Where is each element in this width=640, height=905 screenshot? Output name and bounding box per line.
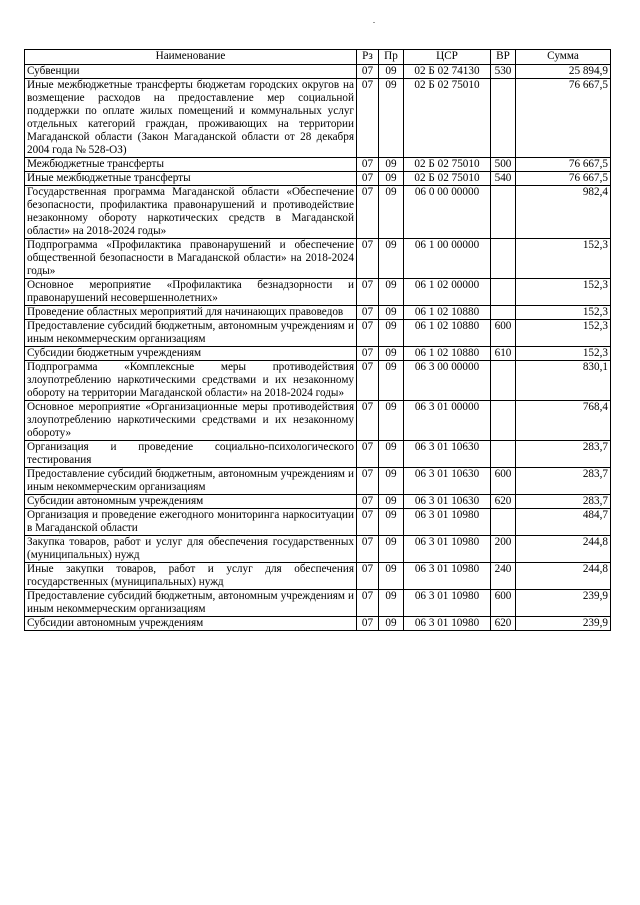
cell-sum: 982,4 — [516, 186, 611, 239]
cell-pr: 09 — [379, 186, 404, 239]
cell-name: Межбюджетные трансферты — [25, 158, 357, 172]
cell-pr: 09 — [379, 320, 404, 347]
cell-vr — [491, 306, 516, 320]
cell-vr: 600 — [491, 590, 516, 617]
cell-rz: 07 — [357, 590, 379, 617]
table-row — [25, 65, 611, 79]
cell-name: Подпрограмма «Комплексные меры противодействия злоупотреблению наркотическими средствами и их незаконному обороту на территории Магаданской области» на 2018-2024 годы» — [25, 361, 357, 401]
cell-sum: 244,8 — [516, 536, 611, 563]
header-row — [25, 50, 611, 65]
header-rz: Рз — [357, 50, 379, 65]
cell-vr: 600 — [491, 468, 516, 495]
cell-rz: 07 — [357, 495, 379, 509]
cell-name: Основное мероприятие «Профилактика безнадзорности и правонарушений несовершеннолетних» — [25, 279, 357, 306]
table-row — [25, 509, 611, 536]
cell-csr: 02 Б 02 74130 — [404, 65, 491, 79]
cell-rz: 07 — [357, 401, 379, 441]
cell-pr: 09 — [379, 79, 404, 158]
cell-name: Субсидии автономным учреждениям — [25, 617, 357, 631]
cell-pr: 09 — [379, 536, 404, 563]
cell-csr: 02 Б 02 75010 — [404, 79, 491, 158]
cell-name: Закупка товаров, работ и услуг для обеспечения государственных (муниципальных) нужд — [25, 536, 357, 563]
table-row — [25, 590, 611, 617]
cell-rz: 07 — [357, 158, 379, 172]
table-row — [25, 361, 611, 401]
cell-csr: 06 1 02 00000 — [404, 279, 491, 306]
cell-csr: 06 3 01 10630 — [404, 468, 491, 495]
table-row — [25, 79, 611, 158]
cell-pr: 09 — [379, 563, 404, 590]
cell-rz: 07 — [357, 279, 379, 306]
table-row — [25, 320, 611, 347]
cell-rz: 07 — [357, 509, 379, 536]
table-row — [25, 563, 611, 590]
cell-name: Организация и проведение ежегодного мониторинга наркоситуации в Магаданской области — [25, 509, 357, 536]
header-csr: ЦСР — [404, 50, 491, 65]
header-sum: Сумма — [516, 50, 611, 65]
cell-name: Государственная программа Магаданской области «Обеспечение безопасности, профилактика правонарушений и противодействие незаконному обороту наркотических средств в Магаданской области» на 2018-2024 годы» — [25, 186, 357, 239]
table-row — [25, 306, 611, 320]
cell-sum: 76 667,5 — [516, 158, 611, 172]
cell-rz: 07 — [357, 361, 379, 401]
table-row — [25, 495, 611, 509]
cell-rz: 07 — [357, 347, 379, 361]
cell-vr — [491, 509, 516, 536]
scan-speck — [373, 22, 375, 23]
cell-name: Подпрограмма «Профилактика правонарушений и обеспечение общественной безопасности в Магаданской области» на 2018-2024 годы» — [25, 239, 357, 279]
header-name: Наименование — [25, 50, 357, 65]
cell-sum: 283,7 — [516, 468, 611, 495]
cell-vr — [491, 186, 516, 239]
table-row — [25, 186, 611, 239]
cell-csr: 02 Б 02 75010 — [404, 158, 491, 172]
cell-sum: 152,3 — [516, 279, 611, 306]
cell-sum: 830,1 — [516, 361, 611, 401]
cell-pr: 09 — [379, 361, 404, 401]
cell-pr: 09 — [379, 495, 404, 509]
cell-name: Иные межбюджетные трансферты бюджетам городских округов на возмещение расходов на предоставление мер социальной поддержки по оплате жилых помещений и коммунальных услуг отдельных категорий граждан, проживающих на территории Магаданской области (Закон Магаданской области от 28 декабря 2004 года № 528-ОЗ) — [25, 79, 357, 158]
cell-rz: 07 — [357, 320, 379, 347]
table-row — [25, 441, 611, 468]
cell-csr: 06 3 00 00000 — [404, 361, 491, 401]
cell-sum: 152,3 — [516, 306, 611, 320]
cell-csr: 06 1 02 10880 — [404, 320, 491, 347]
cell-vr — [491, 361, 516, 401]
cell-sum: 152,3 — [516, 239, 611, 279]
cell-sum: 484,7 — [516, 509, 611, 536]
cell-csr: 06 1 00 00000 — [404, 239, 491, 279]
cell-name: Проведение областных мероприятий для начинающих правоведов — [25, 306, 357, 320]
cell-rz: 07 — [357, 563, 379, 590]
cell-pr: 09 — [379, 239, 404, 279]
cell-rz: 07 — [357, 306, 379, 320]
cell-csr: 06 3 01 10630 — [404, 495, 491, 509]
cell-name: Иные закупки товаров, работ и услуг для обеспечения государственных (муниципальных) нужд — [25, 563, 357, 590]
cell-name: Субвенции — [25, 65, 357, 79]
budget-table — [24, 49, 611, 631]
cell-csr: 06 3 01 10980 — [404, 563, 491, 590]
cell-vr: 200 — [491, 536, 516, 563]
cell-vr: 600 — [491, 320, 516, 347]
cell-sum: 239,9 — [516, 590, 611, 617]
cell-rz: 07 — [357, 468, 379, 495]
cell-name: Предоставление субсидий бюджетным, автономным учреждениям и иным некоммерческим организациям — [25, 468, 357, 495]
cell-rz: 07 — [357, 186, 379, 239]
cell-sum: 244,8 — [516, 563, 611, 590]
cell-csr: 06 3 01 00000 — [404, 401, 491, 441]
cell-vr — [491, 441, 516, 468]
cell-csr: 06 3 01 10980 — [404, 617, 491, 631]
cell-csr: 06 3 01 10980 — [404, 590, 491, 617]
table-row — [25, 617, 611, 631]
cell-sum: 768,4 — [516, 401, 611, 441]
cell-vr: 530 — [491, 65, 516, 79]
cell-rz: 07 — [357, 172, 379, 186]
header-pr: Пр — [379, 50, 404, 65]
table-row — [25, 347, 611, 361]
cell-csr: 02 Б 02 75010 — [404, 172, 491, 186]
cell-rz: 07 — [357, 441, 379, 468]
cell-vr — [491, 79, 516, 158]
cell-csr: 06 3 01 10980 — [404, 509, 491, 536]
cell-sum: 25 894,9 — [516, 65, 611, 79]
cell-rz: 07 — [357, 239, 379, 279]
cell-rz: 07 — [357, 617, 379, 631]
cell-sum: 152,3 — [516, 320, 611, 347]
table-row — [25, 239, 611, 279]
table-row — [25, 172, 611, 186]
cell-sum: 152,3 — [516, 347, 611, 361]
cell-pr: 09 — [379, 172, 404, 186]
cell-pr: 09 — [379, 306, 404, 320]
cell-name: Предоставление субсидий бюджетным, автономным учреждениям и иным некоммерческим организациям — [25, 320, 357, 347]
table-row — [25, 401, 611, 441]
table-row — [25, 158, 611, 172]
cell-pr: 09 — [379, 441, 404, 468]
cell-vr — [491, 279, 516, 306]
header-vr: ВР — [491, 50, 516, 65]
cell-sum: 239,9 — [516, 617, 611, 631]
cell-csr: 06 0 00 00000 — [404, 186, 491, 239]
cell-name: Организация и проведение социально-психологического тестирования — [25, 441, 357, 468]
cell-sum: 76 667,5 — [516, 172, 611, 186]
cell-csr: 06 1 02 10880 — [404, 347, 491, 361]
table-row — [25, 468, 611, 495]
cell-vr: 620 — [491, 495, 516, 509]
cell-sum: 76 667,5 — [516, 79, 611, 158]
cell-name: Иные межбюджетные трансферты — [25, 172, 357, 186]
cell-vr: 610 — [491, 347, 516, 361]
cell-pr: 09 — [379, 65, 404, 79]
cell-csr: 06 3 01 10980 — [404, 536, 491, 563]
cell-pr: 09 — [379, 617, 404, 631]
cell-pr: 09 — [379, 590, 404, 617]
table-row — [25, 279, 611, 306]
table-row — [25, 536, 611, 563]
cell-name: Субсидии автономным учреждениям — [25, 495, 357, 509]
cell-pr: 09 — [379, 347, 404, 361]
cell-name: Субсидии бюджетным учреждениям — [25, 347, 357, 361]
cell-sum: 283,7 — [516, 441, 611, 468]
cell-vr — [491, 239, 516, 279]
cell-vr: 620 — [491, 617, 516, 631]
cell-pr: 09 — [379, 401, 404, 441]
cell-pr: 09 — [379, 468, 404, 495]
cell-pr: 09 — [379, 158, 404, 172]
cell-rz: 07 — [357, 79, 379, 158]
cell-rz: 07 — [357, 536, 379, 563]
cell-pr: 09 — [379, 279, 404, 306]
cell-pr: 09 — [379, 509, 404, 536]
cell-name: Основное мероприятие «Организационные меры противодействия злоупотреблению наркотическими средствами и их незаконному обороту» — [25, 401, 357, 441]
cell-csr: 06 1 02 10880 — [404, 306, 491, 320]
cell-name: Предоставление субсидий бюджетным, автономным учреждениям и иным некоммерческим организациям — [25, 590, 357, 617]
cell-vr: 500 — [491, 158, 516, 172]
cell-vr: 540 — [491, 172, 516, 186]
cell-vr — [491, 401, 516, 441]
cell-rz: 07 — [357, 65, 379, 79]
cell-sum: 283,7 — [516, 495, 611, 509]
cell-vr: 240 — [491, 563, 516, 590]
cell-csr: 06 3 01 10630 — [404, 441, 491, 468]
